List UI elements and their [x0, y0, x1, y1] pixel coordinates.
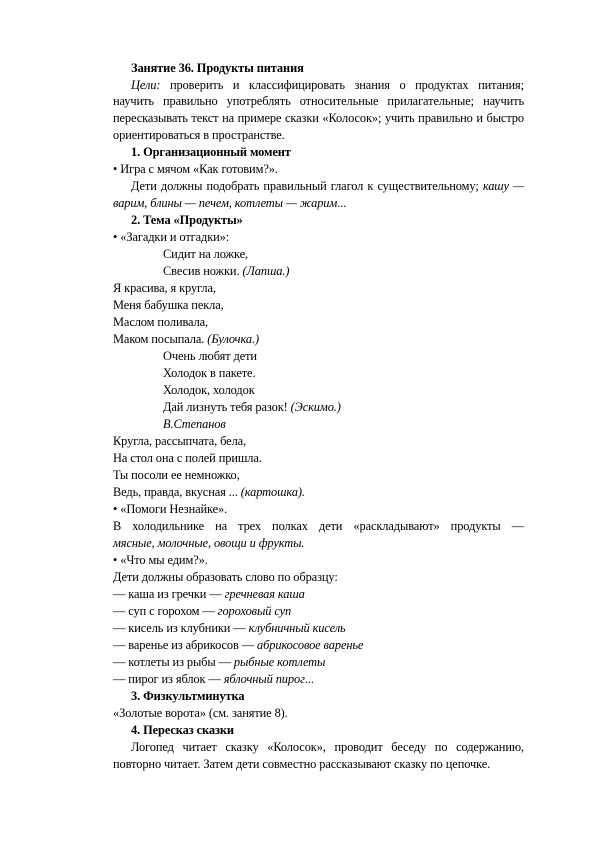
pair-row — [113, 637, 363, 653]
pair-result: яблочный пирог — [223, 672, 305, 686]
pair-source: — кисель из клубники — — [113, 621, 246, 635]
riddle-3-line-3: Холодок, холодок — [163, 383, 255, 397]
page-title: Занятие 36. Продукты питания — [131, 61, 304, 75]
riddle-2-text: Маком посыпала. — [113, 332, 205, 346]
pairs-tail: ... — [304, 672, 314, 686]
riddles-label: • «Загадки и отгадки»: — [113, 230, 230, 244]
riddle-3-line-1: Очень любят дети — [163, 349, 257, 363]
section-4-heading: 4. Пересказ сказки — [131, 723, 234, 737]
pair-result: рыбные котлеты — [233, 655, 326, 669]
pair-source: — суп с горохом — — [113, 604, 215, 618]
fridge-line-1: В холодильнике на трех полках дети «раскладывают» продукты — — [113, 519, 524, 533]
riddle-3-answer: (Эскимо.) — [290, 400, 341, 414]
section-1-text-a: Дети должны подобрать правильный глагол к существительному; — [131, 179, 479, 193]
game-help-dunno: • «Помоги Незнайке». — [113, 502, 228, 516]
section-1-example-b: варим, блины — печем, котлеты — жарим — [113, 196, 338, 210]
pair-row — [113, 603, 291, 619]
section-1-text — [113, 178, 524, 194]
pair-source: — варенье из абрикосов — — [113, 638, 255, 652]
riddle-3-text: Дай лизнуть тебя разок! — [163, 400, 288, 414]
riddle-2-line-4 — [113, 331, 259, 347]
section-4-line-1: Логопед читает сказку «Колосок», проводит беседу по содержанию, — [131, 740, 524, 754]
riddle-2-line-1: Я красива, я кругла, — [113, 281, 216, 295]
riddle-4-answer: (картошка). — [240, 485, 305, 499]
pair-row — [113, 586, 305, 602]
pair-row — [113, 620, 346, 636]
riddle-3-line-2: Холодок в пакете. — [163, 366, 256, 380]
game-how-we-cook: • Игра с мячом «Как готовим?». — [113, 162, 278, 176]
section-1-heading: 1. Организационный момент — [131, 145, 291, 159]
goals-label: Цели: — [131, 78, 161, 92]
riddle-2-line-3: Маслом поливала, — [113, 315, 209, 329]
section-1-examples — [113, 195, 346, 211]
pattern-text: Дети должны образовать слово по образцу: — [113, 570, 338, 584]
riddle-1-answer: (Лапша.) — [242, 264, 290, 278]
section-3-heading: 3. Физкультминутка — [131, 689, 245, 703]
riddle-4-line-1: Кругла, рассыпчата, бела, — [113, 434, 247, 448]
game-what-we-eat: • «Что мы едим?». — [113, 553, 208, 567]
riddle-2-line-2: Меня бабушка пекла, — [113, 298, 224, 312]
riddle-3-author: В.Степанов — [163, 417, 226, 431]
goals-line-2: научить правильно употреблять относительные прилагательные; научить — [113, 94, 524, 108]
pair-source: — каша из гречки — — [113, 587, 222, 601]
fridge-line-2: мясные, молочные, овощи и фрукты. — [113, 536, 305, 550]
section-1-example-a: кашу — — [482, 179, 524, 193]
pair-result: гречневая каша — [224, 587, 305, 601]
pair-source: — пирог из яблок — — [113, 672, 221, 686]
pair-result: клубничный кисель — [248, 621, 346, 635]
riddle-1-line-2 — [163, 263, 289, 279]
goals-text-1: проверить и классифицировать знания о продуктах питания; — [169, 78, 524, 92]
riddle-3-line-4 — [163, 399, 341, 415]
pair-result: гороховый суп — [217, 604, 292, 618]
pair-row — [113, 671, 314, 687]
pair-row — [113, 654, 325, 670]
riddle-1-text: Свесив ножки. — [163, 264, 240, 278]
riddle-4-text: Ведь, правда, вкусная ... — [113, 485, 238, 499]
goals-line-1 — [113, 77, 524, 93]
riddle-4-line-2: На стол она с полей пришла. — [113, 451, 262, 465]
pair-result: абрикосовое варенье — [257, 638, 364, 652]
section-4-line-2: повторно читает. Затем дети совместно рассказывают сказку по цепочке. — [113, 757, 491, 771]
goals-line-3: пересказывать текст на примере сказки «Колосок»; учить правильно и быстро — [113, 111, 524, 125]
section-3-text: «Золотые ворота» (см. занятие 8). — [113, 706, 288, 720]
riddle-4-line-4 — [113, 484, 305, 500]
section-1-ellipsis: ... — [337, 196, 347, 210]
pair-source: — котлеты из рыбы — — [113, 655, 231, 669]
riddle-4-line-3: Ты посоли ее немножко, — [113, 468, 240, 482]
goals-line-4: ориентироваться в пространстве. — [113, 128, 285, 142]
section-2-heading: 2. Тема «Продукты» — [131, 213, 243, 227]
riddle-1-line-1: Сидит на ложке, — [163, 247, 249, 261]
riddle-2-answer: (Булочка.) — [207, 332, 259, 346]
